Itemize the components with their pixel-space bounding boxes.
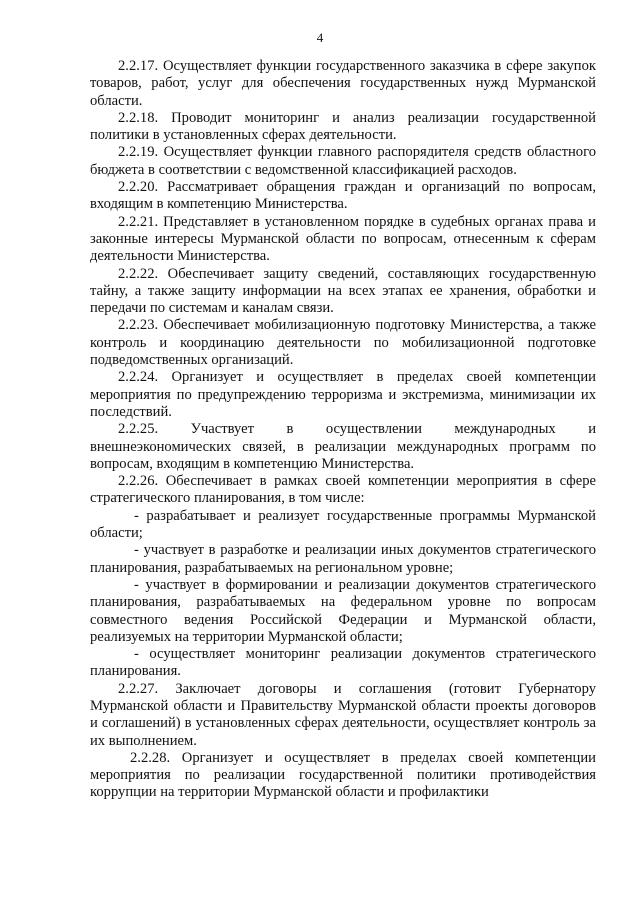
page-number: 4 <box>316 30 324 45</box>
list-item-federal-documents: - участвует в формировании и реализации документов стратегического планирования, разрабатываемых на федеральном уровне по вопросам совместного ведения Российской Федерации и Мурманской области, реализуемых на территории Мурманской области; <box>90 576 596 645</box>
paragraph-2-2-17: 2.2.17. Осуществляет функции государственного заказчика в сфере закупок товаров, работ, услуг для обеспечения государственных нужд Мурманской области. <box>90 58 596 109</box>
paragraph-2-2-25: 2.2.25. Участвует в осуществлении международных и внешнеэкономических связей, в реализации международных программ по вопросам, входящим в компетенцию Министерства. <box>90 421 596 472</box>
paragraph-2-2-24: 2.2.24. Организует и осуществляет в пределах своей компетенции мероприятия по предупреждению терроризма и экстремизма, минимизации их последствий. <box>90 369 596 420</box>
list-item-programs: - разрабатывает и реализует государственные программы Мурманской области; <box>90 507 596 542</box>
paragraph-2-2-19: 2.2.19. Осуществляет функции главного распорядителя средств областного бюджета в соответствии с ведомственной классификацией расходов. <box>90 144 596 178</box>
paragraph-2-2-23: 2.2.23. Обеспечивает мобилизационную подготовку Министерства, а также контроль и координацию деятельности по мобилизационной подготовке подведомственных организаций. <box>90 317 596 369</box>
paragraph-2-2-26: 2.2.26. Обеспечивает в рамках своей компетенции мероприятия в сфере стратегического планирования, в том числе: <box>90 473 596 507</box>
paragraph-2-2-28: 2.2.28. Организует и осуществляет в пределах своей компетенции мероприятия по реализации государственной политики противодействия коррупции на территории Мурманской области и профилактики <box>90 749 596 801</box>
paragraph-2-2-22: 2.2.22. Обеспечивает защиту сведений, составляющих государственную тайну, а также защиту информации на всех этапах ее хранения, обработки и передачи по системам и каналам связи. <box>90 265 596 317</box>
document-body <box>90 58 596 802</box>
paragraph-2-2-20: 2.2.20. Рассматривает обращения граждан и организаций по вопросам, входящим в компетенцию Министерства. <box>90 179 596 213</box>
paragraph-2-2-27: 2.2.27. Заключает договоры и соглашения (готовит Губернатору Мурманской области и Правительству Мурманской области проекты договоров и соглашений) в установленных сферах деятельности, осуществляет контроль за их выполнением. <box>90 680 596 749</box>
list-item-monitoring: - осуществляет мониторинг реализации документов стратегического планирования. <box>90 646 596 680</box>
paragraph-2-2-18: 2.2.18. Проводит мониторинг и анализ реализации государственной политики в установленных сферах деятельности. <box>90 109 596 144</box>
list-item-regional-documents: - участвует в разработке и реализации иных документов стратегического планирования, разрабатываемых на региональном уровне; <box>90 542 596 576</box>
paragraph-2-2-21: 2.2.21. Представляет в установленном порядке в судебных органах права и законные интересы Мурманской области по вопросам, отнесенным к сферам деятельности Министерства. <box>90 213 596 265</box>
